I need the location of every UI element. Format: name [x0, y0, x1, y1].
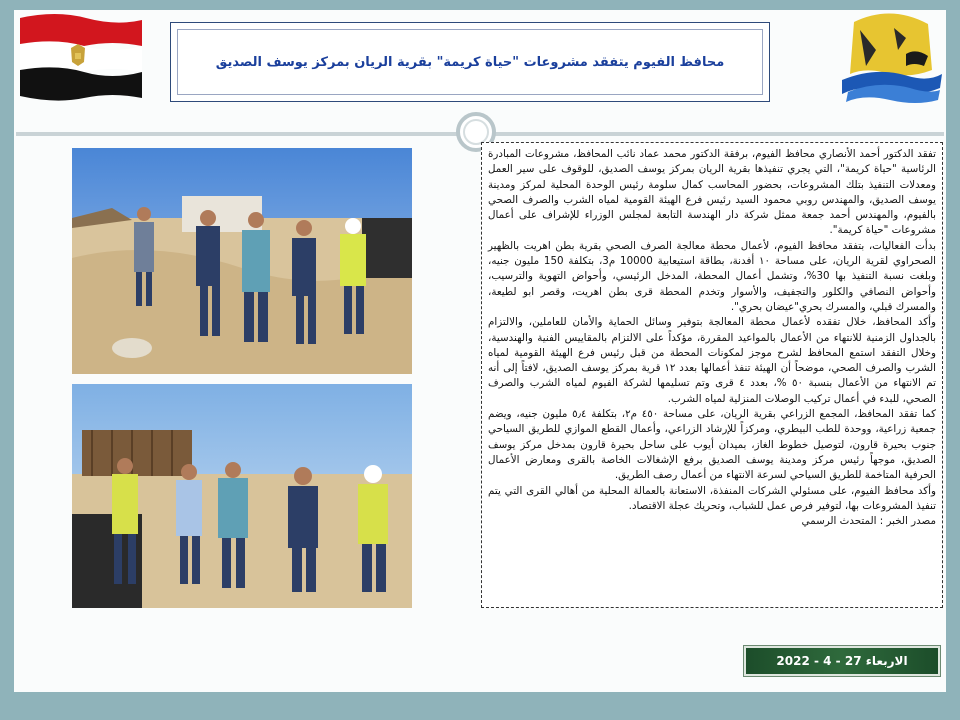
article-paragraph: تفقد الدكتور أحمد الأنصاري محافظ الفيوم، برفقة الدكتور محمد عماد نائب المحافظ، مشروعات المبادرة الرئاسية "حياة كريمة"، التي يجري تنفيذها بقرية الريان بمركز يوسف الصديق، للوقوف على سير العمل ومعدلات التنفيذ بتلك المشروعات، بحضور المحاسب كمال سلومة رئيس الوحدة المحلية لمركز ومدينة يوسف الصديق، والمهندس روبي محمود السيد رئيس فرع الهيئة القومية لمياه الشرب والصرف الصحي بالفيوم، والمهندس أحمد جمعة ممثل شركة دار الهندسة التابعة لمجلس الوزراء للإشراف على أعمال مشروعات "حياة كريمة". — [488, 148, 936, 237]
page-title: محافظ الفيوم يتفقد مشروعات "حياة كريمة" بقرية الريان بمركز يوسف الصديق — [215, 54, 725, 70]
frame-right — [946, 0, 960, 720]
article-body — [481, 142, 943, 608]
article-source: مصدر الخبر : المتحدث الرسمي — [801, 515, 936, 528]
frame-bottom — [0, 692, 960, 720]
article-paragraph: وأكد المحافظ، خلال تفقده لأعمال محطة المعالجة بتوفير وسائل الحماية والأمان للعاملين، والالتزام بالجداول الزمنية للانتهاء من الأعمال بالمواعيد المقررة، مؤكداً على الالتزام بالمقاييس الفنية والهندسية، وخلال التفقد استمع المحافظ لشرح موجز لمكونات المحطة من قبل رئيس فرع الهيئة القومية لمياه الشرب والصرف الصحي، موضحاً أن الهيئة تنفذ أعمالها بعدد ١٢ قرية بمركز يوسف الصديق، لافتاً إلى أنه تم الانتهاء من الأعمال بنسبة ٥٠ %، بعدد ٤ قرى وتم تسليمها لشركة الفيوم لمياه الشرب والصرف الصحي، للبدء في أعمال تركيب الوصلات المنزلية لمياه الشرب. — [488, 316, 936, 405]
news-photo-2 — [72, 384, 412, 608]
article-paragraph: كما تفقد المحافظ، المجمع الزراعي بقرية الريان، على مساحة ٤٥٠ م٢، بتكلفة ٥٫٤ مليون جنيه، ويضم جمعية زراعية، ووحدة للطب البيطري، ومركزاً للإرشاد الزراعي، وأعمال القطع الموازي للطريق السياحي جنوب بحيرة قارون، لتوصيل خطوط الغاز، بميدان أيوب على ساحل بحيرة قارون بمدخل مركز يوسف الصديق، موجهاً رئيس مركز ومدينة يوسف الصديق برفع الإشغالات الخاصة بالقرى ومعارض الأعمال الحرفية المتاخمة للطريق السياحي لسرعة الانتهاء من أعمال رصف الطريق. — [488, 408, 937, 482]
frame-top — [0, 0, 960, 10]
article-paragraph: وأكد محافظ الفيوم، على مسئولي الشركات المنفذة، الاستعانة بالعمالة المحلية من أهالي القرى التي يتم تنفيذ المشروعات بها، لتوفير فرص عمل للشباب، وتحريك عجلة الاقتصاد. — [488, 484, 936, 512]
egypt-flag-icon — [16, 12, 146, 102]
frame-left — [0, 0, 14, 720]
fayoum-logo-icon — [836, 10, 946, 106]
headline-box — [170, 22, 770, 102]
news-photo-1 — [72, 148, 412, 374]
article-paragraph: بدأت الفعاليات، بتفقد محافظ الفيوم، لأعمال محطة معالجة الصرف الصحي بقرية بطن اهريت بالظهير الصحراوي لقرية الريان، على مساحة ١٠ أفدنة، بطاقة استيعابية 10000 م3، بتكلفة 150 مليون جنيه، وبلغت نسبة التنفيذ بها 30%، وتشمل أعمال المحطة، المدخل الرئيسي، وأحواض التهوية والترسيب، وأحواض النصافي والكلور والتجفيف، والأسوار وتخدم المحطة قرى بطن اهريت، وقصر ابو لطيعة، والمسرك قبلي، والمسرك بحري"عيضان بحري". — [488, 239, 937, 313]
date-badge — [744, 646, 940, 676]
date-label: الاربعاء 27 - 4 - 2022 — [776, 654, 908, 668]
